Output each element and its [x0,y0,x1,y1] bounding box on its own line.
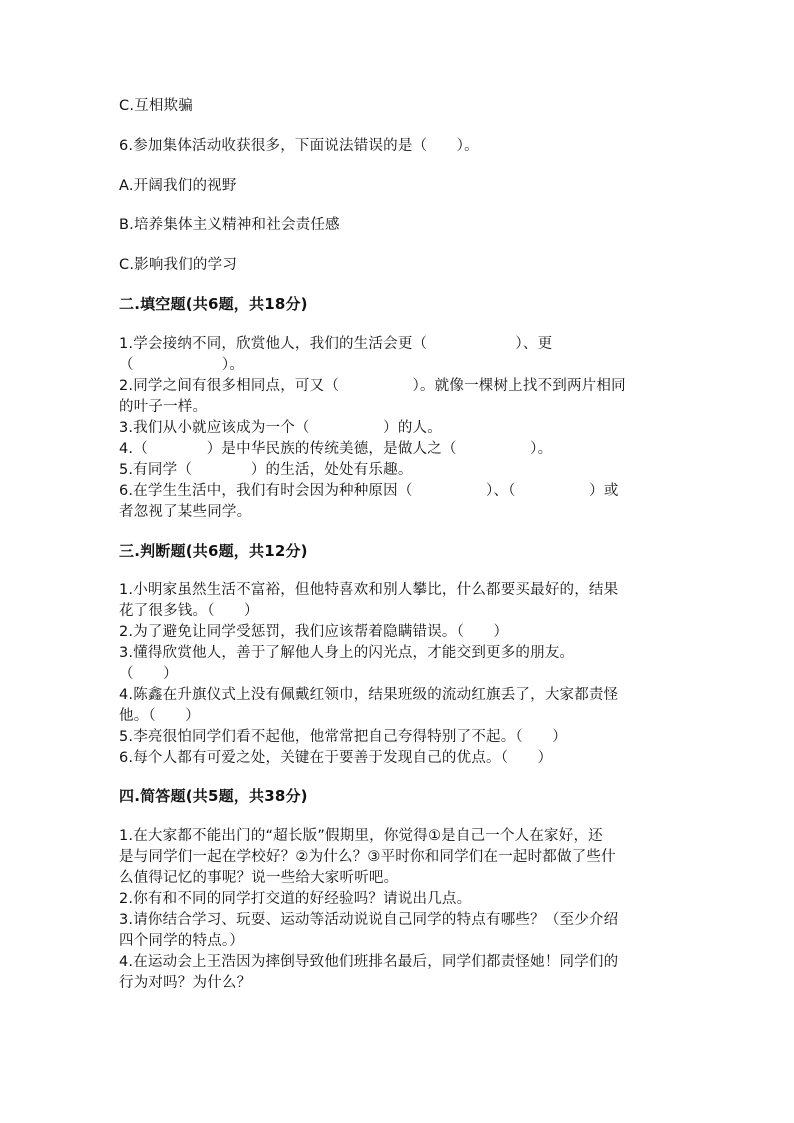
answer-item-1-line-2: 是与同学们一起在学校好？②为什么？③平时你和同学们在一起时都做了些什 [119,849,616,865]
answer-item-3-line-1: 3.请你结合学习、玩耍、运动等活动说说自己同学的特点有哪些？（至少介绍 [119,912,619,928]
fill-item-2-line-1: 2.同学之间有很多相同点，可又（ ）。就像一棵树上找不到两片相同 [119,378,626,394]
option-b-spirit: B.培养集体主义精神和社会责任感 [119,217,340,233]
question-6-text: 6.参加集体活动收获很多，下面说法错误的是（ ）。 [119,138,479,154]
judge-item-2: 2.为了避免让同学受惩罚，我们应该帮着隐瞒错误。（ ） [119,624,509,640]
judge-item-3-line-2: （ ） [119,666,178,682]
judge-item-4-line-1: 4.陈鑫在升旗仪式上没有佩戴红领巾，结果班级的流动红旗丢了，大家都责怪 [119,687,619,703]
judge-item-1-line-2: 花了很多钱。（ ） [119,603,259,619]
fill-item-6-line-2: 者忽视了某些同学。 [119,504,252,520]
answer-item-3-line-2: 四个同学的特点。） [119,933,245,949]
section-heading-short-answer: 四.简答题(共5题，共38分) [119,787,308,805]
option-c-deceive: C.互相欺骗 [119,98,193,114]
option-c-study: C.影响我们的学习 [119,257,238,273]
section-heading-fill-blank: 二.填空题(共6题，共18分) [119,295,308,313]
answer-item-2: 2.你有和不同的同学打交道的好经验吗？请说出几点。 [119,891,472,907]
section-heading-true-false: 三.判断题(共6题，共12分) [119,542,308,560]
fill-item-1-line-2: （ ）。 [119,357,245,373]
judge-item-6: 6.每个人都有可爱之处，关键在于要善于发现自己的优点。（ ） [119,750,553,766]
judge-item-5: 5.李亮很怕同学们看不起他，他常常把自己夸得特别了不起。（ ） [119,729,567,745]
answer-item-1-line-3: 么值得记忆的事呢？说一些给大家听听吧。 [119,870,399,886]
option-a-vision: A.开阔我们的视野 [119,178,237,194]
judge-item-1-line-1: 1.小明家虽然生活不富裕，但他特喜欢和别人攀比，什么都要买最好的，结果 [119,582,619,598]
judge-item-3-line-1: 3.懂得欣赏他人，善于了解他人身上的闪光点，才能交到更多的朋友。 [119,645,575,661]
answer-item-4-line-1: 4.在运动会上王浩因为摔倒导致他们班排名最后，同学们都责怪她！同学们的 [119,954,619,970]
fill-item-5: 5.有同学（ ）的生活，处处有乐趣。 [119,462,413,478]
judge-item-4-line-2: 他。（ ） [119,708,200,724]
fill-item-4: 4.（ ）是中华民族的传统美德，是做人之（ ）。 [119,441,553,457]
fill-item-1-line-1: 1.学会接纳不同，欣赏他人，我们的生活会更（ ）、更 [119,336,553,352]
answer-item-4-line-2: 行为对吗？为什么？ [119,975,252,991]
fill-item-3: 3.我们从小就应该成为一个（ ）的人。 [119,420,442,436]
fill-item-6-line-1: 6.在学生生活中，我们有时会因为种种原因（ ）、（ ）或 [119,483,619,499]
answer-item-1-line-1: 1.在大家都不能出门的“超长版”假期里，你觉得①是自己一个人在家好，还 [119,828,603,844]
fill-item-2-line-2: 的叶子一样。 [119,399,208,415]
